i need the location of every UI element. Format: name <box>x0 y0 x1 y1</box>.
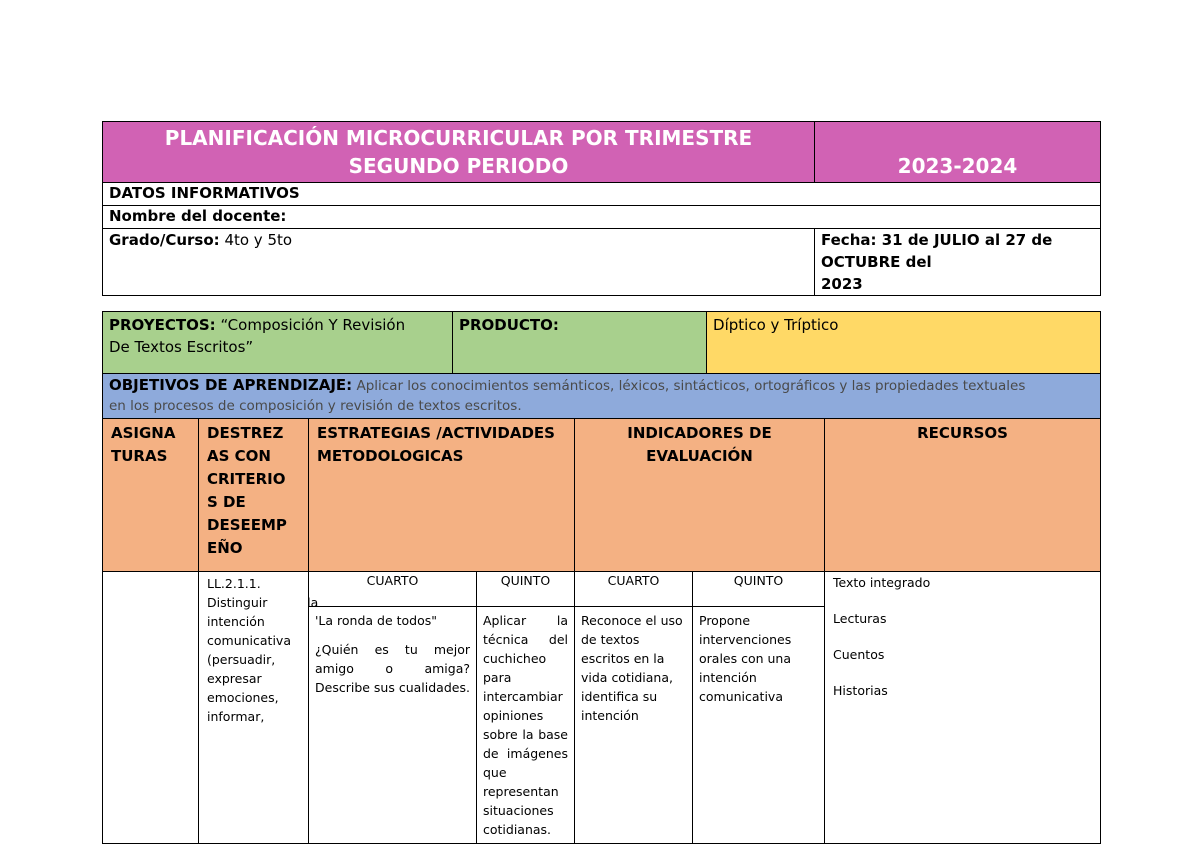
producto-value: Díptico y Tríptico <box>707 312 1101 374</box>
col-indicadores <box>575 419 825 572</box>
title-line1: PLANIFICACIÓN MICROCURRICULAR POR TRIMESTRE <box>164 126 753 150</box>
col-destrezas-l5: DESEEMP <box>207 516 287 534</box>
proyectos-cell <box>103 312 453 374</box>
destreza-line: comunicativa <box>207 633 291 648</box>
destreza-line: emociones, <box>207 690 279 705</box>
recursos-cell <box>825 572 1101 844</box>
destreza-line: intención <box>207 614 265 629</box>
destreza-line: expresar <box>207 671 262 686</box>
indicadores-cuarto <box>575 572 693 843</box>
estr-cuarto-text: ¿Quién es tu mejor amigo o amiga? Describe sus cualidades. <box>315 642 470 695</box>
col-asignaturas-l2: TURAS <box>111 447 168 465</box>
grado-curso-cell <box>103 229 815 296</box>
col-indicadores-l2: EVALUACIÓN <box>646 447 753 465</box>
recurso-item: Lecturas <box>833 611 887 626</box>
producto-cell: PRODUCTO: <box>453 312 707 374</box>
objetivos-value2: en los procesos de composición y revisión de textos escritos. <box>109 398 522 414</box>
estr-quinto-text: Aplicar la técnica del cuchicheo para intercambiar opiniones sobre la base de imágenes que representan situaciones cotidianas. <box>483 613 568 837</box>
asignatura-cell <box>103 572 199 844</box>
col-estrategias-l2: METODOLOGICAS <box>317 447 464 465</box>
estrategias-quinto-header: QUINTO <box>477 572 574 607</box>
destreza-line: LL.2.1.1. <box>207 576 261 591</box>
col-asignaturas-l1: ASIGNA <box>111 424 176 442</box>
destreza-cell <box>199 572 319 844</box>
planning-title <box>103 122 815 183</box>
recurso-item: Cuentos <box>833 647 885 662</box>
indicadores-cuarto-header: CUARTO <box>575 572 692 607</box>
fecha-line2: 2023 <box>821 275 863 293</box>
title-line2: SEGUNDO PERIODO <box>348 154 569 178</box>
docente-field: Nombre del docente: <box>103 206 1101 229</box>
planning-table <box>102 311 1101 844</box>
col-destrezas-l3: CRITERIO <box>207 470 286 488</box>
col-estrategias-l1: ESTRATEGIAS /ACTIVIDADES <box>317 424 555 442</box>
ind-quinto-text: Propone intervenciones orales con una intención comunicativa <box>699 613 792 704</box>
col-destrezas-l4: S DE <box>207 493 246 511</box>
grado-label: Grado/Curso: <box>109 231 220 249</box>
proyectos-value: “Composición Y Revisión <box>215 316 406 334</box>
fecha-cell <box>815 229 1101 296</box>
estrategias-cuarto-body <box>309 607 476 701</box>
col-destrezas-l6: EÑO <box>207 539 243 557</box>
col-destrezas <box>199 419 309 572</box>
destreza-line: Distinguir la <box>207 595 319 610</box>
col-estrategias <box>309 419 575 572</box>
recurso-item: Historias <box>833 683 888 698</box>
fecha-line1: Fecha: 31 de JULIO al 27 de OCTUBRE del <box>821 231 1053 271</box>
estrategias-cuarto-header: CUARTO <box>309 572 476 607</box>
indicadores-quinto <box>693 572 824 843</box>
col-destrezas-l2: AS CON <box>207 447 271 465</box>
col-asignaturas <box>103 419 199 572</box>
proyectos-label: PROYECTOS: <box>109 316 216 334</box>
col-indicadores-l1: INDICADORES DE <box>627 424 772 442</box>
proyectos-value2: De Textos Escritos” <box>109 338 254 356</box>
school-year: 2023-2024 <box>815 122 1101 183</box>
indicadores-cell <box>575 572 825 844</box>
grado-value: 4to y 5to <box>219 231 293 249</box>
estrategias-cell <box>309 572 575 844</box>
recurso-item: Texto integrado <box>833 575 931 590</box>
destreza-line: informar, <box>207 709 265 724</box>
estr-cuarto-title: 'La ronda de todos" <box>315 613 438 628</box>
objetivos-value: Aplicar los conocimientos semánticos, léxicos, sintácticos, ortográficos y las propiedades textuales <box>352 378 1026 394</box>
header-table <box>102 121 1101 296</box>
indicadores-quinto-header: QUINTO <box>693 572 824 607</box>
ind-cuarto-text: Reconoce el uso de textos escritos en la vida cotidiana, identifica su intención <box>581 613 683 723</box>
estrategias-quinto <box>477 572 574 843</box>
col-destrezas-l1: DESTREZ <box>207 424 284 442</box>
col-recursos: RECURSOS <box>825 419 1101 572</box>
datos-informativos: DATOS INFORMATIVOS <box>103 183 1101 206</box>
estrategias-cuarto <box>309 572 477 843</box>
destreza-line: (persuadir, <box>207 652 276 667</box>
objetivos-label: OBJETIVOS DE APRENDIZAJE: <box>109 376 353 394</box>
objetivos-cell <box>103 374 1101 419</box>
